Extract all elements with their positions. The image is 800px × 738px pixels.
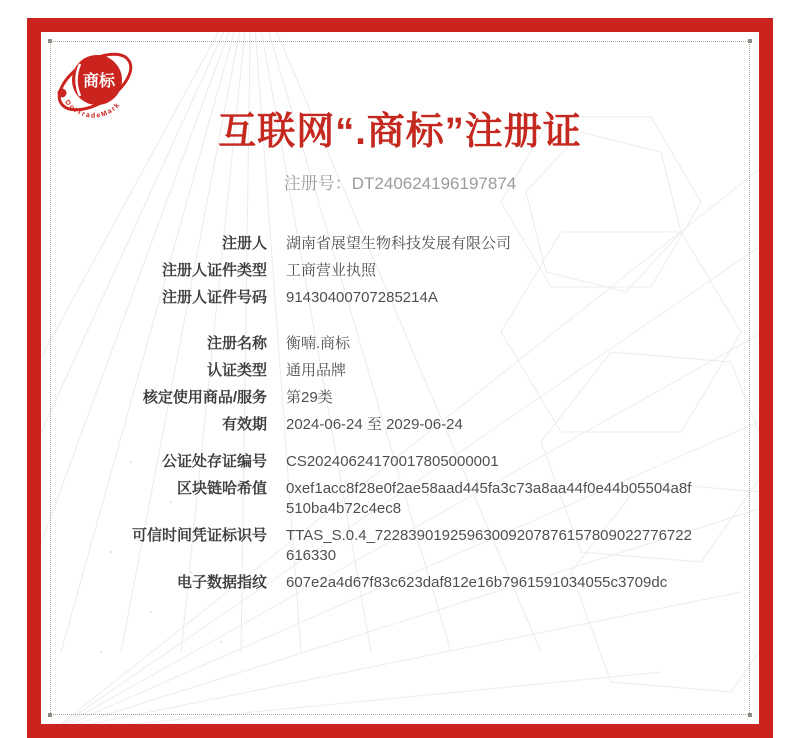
dot-trademark-logo	[49, 40, 141, 132]
field-label: 注册人	[221, 235, 267, 252]
field-label: 注册人证件号码	[161, 289, 267, 306]
certificate-page	[27, 18, 773, 738]
field-value: TTAS_S.0.4_72283901925963009207876157809022776722616330	[286, 527, 692, 564]
row-approved-goods-services	[71, 388, 759, 408]
field-value: 衡喃.商标	[286, 335, 351, 352]
field-value: 工商营业执照	[286, 262, 377, 279]
row-blockchain-hash	[71, 479, 759, 519]
field-value: 607e2a4d67f83c623daf812e16b7961591034055c3709dc	[286, 574, 668, 591]
certificate-title: 互联网“.商标”注册证	[218, 111, 582, 153]
field-label: 区块链哈希值	[176, 480, 267, 497]
logo-circle-text: 商标	[82, 73, 116, 90]
row-electronic-data-fingerprint	[71, 573, 759, 593]
field-value: 2024-06-24 至 2029-06-24	[286, 416, 463, 433]
row-registrant-id-number	[71, 288, 759, 308]
registration-number	[41, 174, 759, 194]
row-notary-deposit-number	[71, 452, 759, 472]
field-label: 注册名称	[206, 335, 267, 352]
field-value: 第29类	[286, 389, 333, 406]
field-label: 电子数据指纹	[176, 574, 267, 591]
field-label: 认证类型	[206, 362, 267, 379]
field-value: 0xef1acc8f28e0f2ae58aad445fa3c73a8aa44f0e44b05504a8f510ba4b72c4ec8	[286, 480, 692, 517]
registration-number-label: 注册号：	[283, 174, 352, 193]
row-validity-period	[71, 415, 759, 435]
registration-number-value: DT240624196197874	[351, 174, 517, 193]
field-label: 有效期	[221, 416, 267, 433]
corner-mark	[748, 713, 752, 717]
row-registrant-id-type	[71, 261, 759, 281]
field-value: 通用品牌	[286, 362, 347, 379]
logo-orbit-text: DotTradeMark	[63, 98, 123, 120]
row-certification-type	[71, 361, 759, 381]
row-registered-name	[71, 334, 759, 354]
field-value: 91430400707285214A	[286, 289, 438, 306]
field-label: 注册人证件类型	[161, 262, 267, 279]
row-trusted-timestamp-id	[71, 526, 759, 566]
certificate-fields	[41, 234, 759, 593]
row-registrant	[71, 234, 759, 254]
corner-mark	[48, 713, 52, 717]
field-value: CS20240624170017805000001	[286, 453, 499, 470]
satellite-dot-icon	[58, 89, 67, 98]
field-label: 公证处存证编号	[161, 453, 267, 470]
field-value: 湖南省展望生物科技发展有限公司	[286, 235, 512, 252]
field-label: 可信时间凭证标识号	[131, 527, 267, 544]
field-label: 核定使用商品/服务	[142, 389, 267, 406]
